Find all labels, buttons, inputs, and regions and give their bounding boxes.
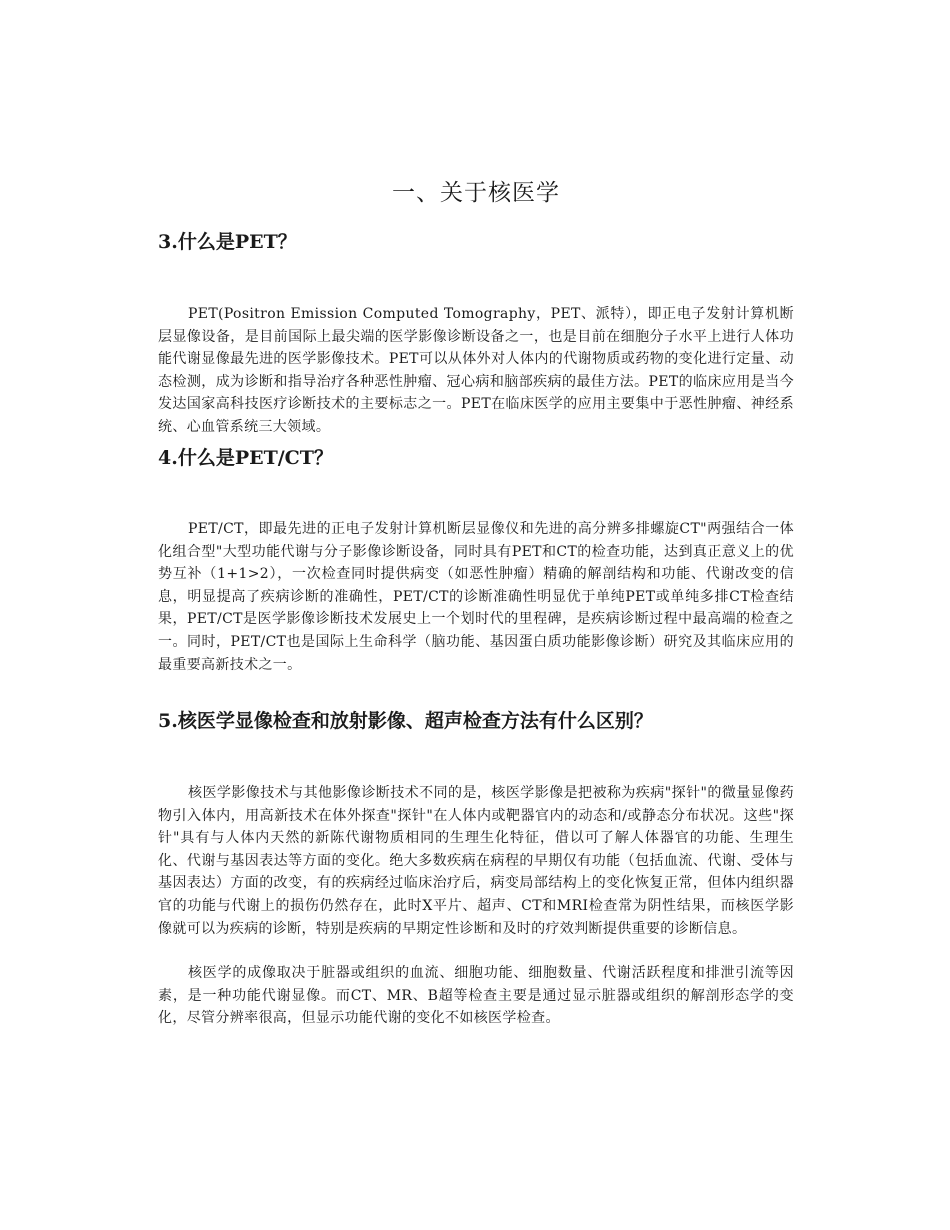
section-heading-pet: 3.什么是PET？: [158, 231, 297, 253]
section-heading-imaging-difference: 5.核医学显像检查和放射影像、超声检查方法有什么区别？: [158, 710, 653, 732]
section-paragraph-pet-ct: PET/CT，即最先进的正电子发射计算机断层显像仪和先进的高分辨多排螺旋CT"两强结合一体化组合型"大型功能代谢与分子影像诊断设备，同时具有PET和CT的检查功能，达到真正意义上的优势互补（1+1>2），一次检查同时提供病变（如恶性肿瘤）精确的解剖结构和功能、代谢改变的信息，明显提高了疾病诊断的准确性，PET/CT的诊断准确性明显优于单纯PET或单纯多排CT检查结果，PET/CT是医学影像诊断技术发展史上一个划时代的里程碑，是疾病诊断过程中最高端的检查之一。同时，PET/CT也是国际上生命科学（脑功能、基因蛋白质功能影像诊断）研究及其临床应用的最重要高新技术之一。: [158, 521, 794, 673]
section-paragraph-imaging-difference-1: 核医学影像技术与其他影像诊断技术不同的是，核医学影像是把被称为疾病"探针"的微量显像药物引入体内，用高新技术在体外探查"探针"在人体内或靶器官内的动态和/或静态分布状况。这些"探针"具有与人体内天然的新陈代谢物质相同的生理生化特征，借以可了解人体器官的功能、生理生化、代谢与基因表达等方面的变化。绝大多数疾病在病程的早期仅有功能（包括血流、代谢、受体与基因表达）方面的改变，有的疾病经过临床治疗后，病变局部结构上的变化恢复正常，但体内组织器官的功能与代谢上的损伤仍然存在，此时X平片、超声、CT和MRI检查常为阴性结果，而核医学影像就可以为疾病的诊断，特别是疾病的早期定性诊断和及时的疗效判断提供重要的诊断信息。: [158, 785, 794, 937]
section-paragraph-imaging-difference-2: 核医学的成像取决于脏器或组织的血流、细胞功能、细胞数量、代谢活跃程度和排泄引流等因素，是一种功能代谢显像。而CT、MR、B超等检查主要是通过显示脏器或组织的解剖形态学的变化，尽管分辨率很高，但显示功能代谢的变化不如核医学检查。: [158, 965, 794, 1027]
section-paragraph-pet: PET(Positron Emission Computed Tomography，PET、派特），即正电子发射计算机断层显像设备，是目前国际上最尖端的医学影像诊断设备之一，也是目前在细胞分子水平上进行人体功能代谢显像最先进的医学影像技术。PET可以从体外对人体内的代谢物质或药物的变化进行定量、动态检测，成为诊断和指导治疗各种恶性肿瘤、冠心病和脑部疾病的最佳方法。PET的临床应用是当今发达国家高科技医疗诊断技术的主要标志之一。PET在临床医学的应用主要集中于恶性肿瘤、神经系统、心血管系统三大领域。: [158, 306, 794, 435]
document-title: 一、关于核医学: [392, 180, 560, 206]
section-heading-pet-ct: 4.什么是PET/CT？: [158, 447, 333, 469]
